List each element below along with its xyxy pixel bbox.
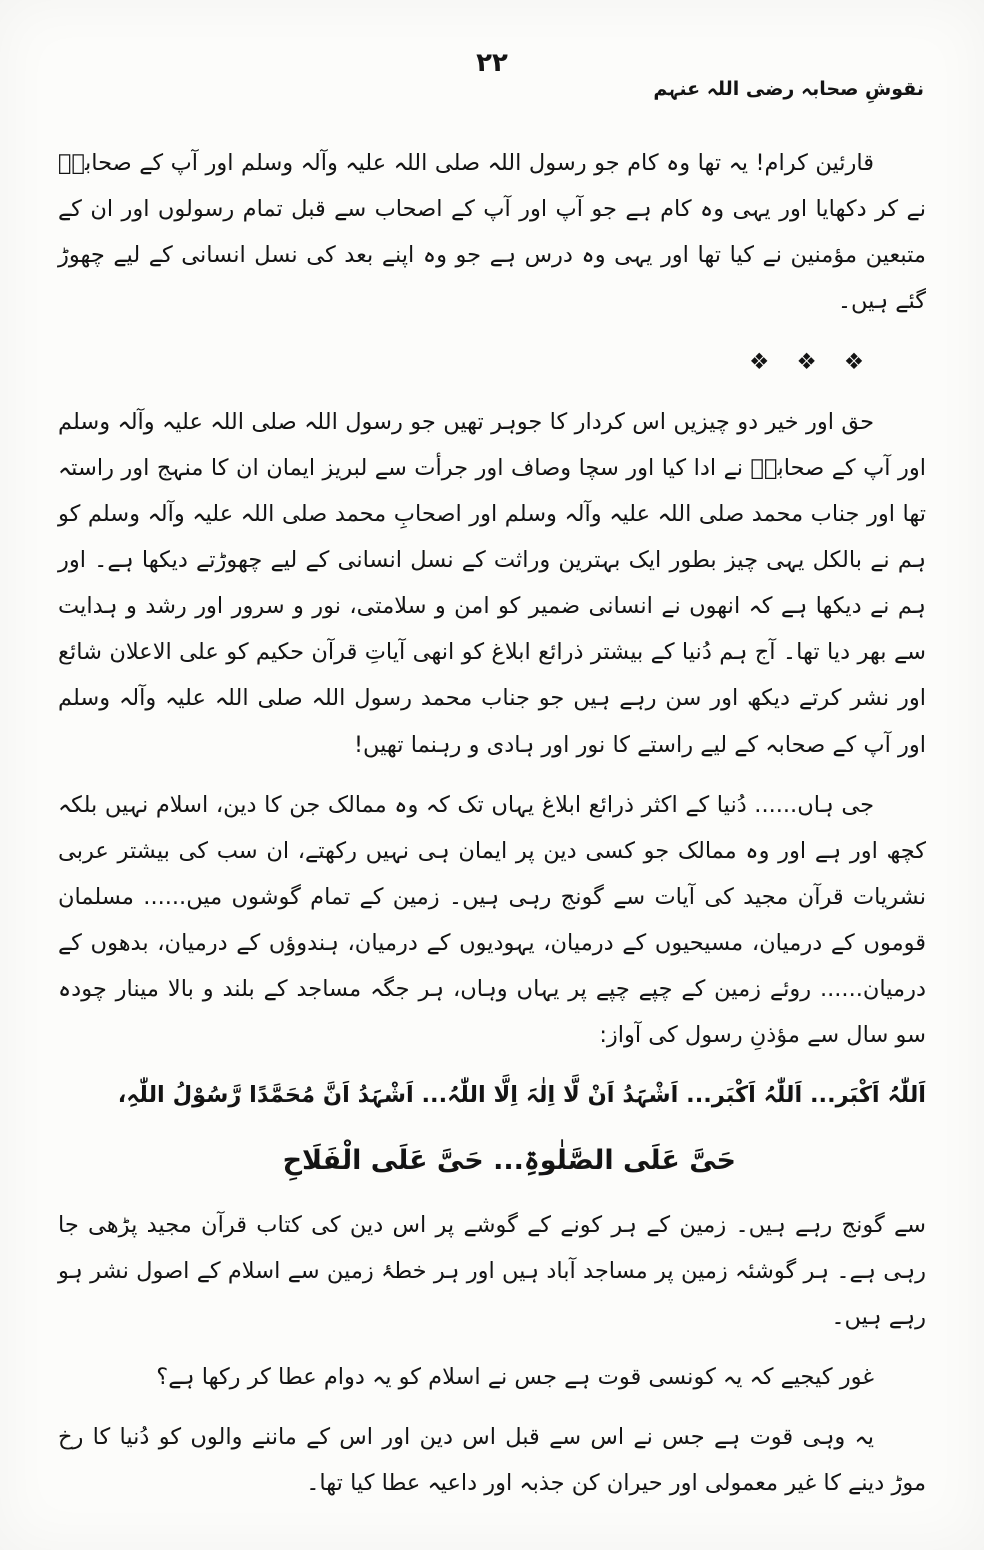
ornament-separator: ❖ ❖ ❖ bbox=[749, 348, 874, 375]
paragraph-5: غور کیجیے کہ یہ کونسی قوت ہے جس نے اسلام کو یہ دوام عطا کر رکھا ہے؟ bbox=[156, 1364, 874, 1391]
paragraph-3: جی ہاں...... دُنیا کے اکثر ذرائع ابلاغ یہاں تک کہ وہ ممالک جن کا دین، اسلام نہیں بلکہ کچھ اور ہے اور وہ ممالک جو کسی دین پر ایمان ہی نہیں رکھتے، ان سب کی بیشتر عربی نشریات قرآن مجید کی آیات سے گونج رہی ہیں۔ زمین کے تمام گوشوں میں...... مسلمان قوموں کے درمیان، مسیحیوں کے درمیان، یہودیوں کے درمیان، ہندوؤں کے درمیان، بدھوں کے درمیان...... روئے زمین کے چپے چپے پر یہاں وہاں، ہر جگہ مساجد کے بلند و بالا مینار چودہ سو سال سے مؤذنِ رسول کی آواز: bbox=[58, 791, 926, 1049]
page-body bbox=[58, 140, 926, 1521]
paragraph-6: یہ وہی قوت ہے جس نے اس سے قبل اس دین اور اس کے ماننے والوں کو دُنیا کا رخ موڑ دینے کا غیر معمولی اور حیران کن جذبہ اور داعیہ عطا کیا تھا۔ bbox=[58, 1424, 926, 1497]
paragraph-1: قارئین کرام! یہ تھا وہ کام جو رسول اللہ صلی اللہ علیہ وآلہ وسلم اور آپ کے صحابہؓ نے کر دکھایا اور یہی وہ کام ہے جو آپ اور آپ کے اصحاب سے قبل تمام رسولوں اور ان کے متبعین مؤمنین نے کیا تھا اور یہی وہ درس ہے جو وہ اپنے بعد کی نسل انسانی کے لیے چھوڑ گئے ہیں۔ bbox=[58, 150, 926, 315]
page-number: ۲۲ bbox=[476, 48, 508, 78]
paragraph-2: حق اور خیر دو چیزیں اس کردار کا جوہر تھیں جو رسول اللہ صلی اللہ علیہ وآلہ وسلم اور آپ کے صحابہؓ نے ادا کیا اور سچا وصاف اور جرأت سے لبریز ایمان ان کا منہج اور راستہ تھا اور جناب محمد صلی اللہ علیہ وآلہ وسلم اور اصحابِ محمد صلی اللہ علیہ وآلہ وسلم کو ہم نے بالکل یہی چیز بطور ایک بہترین وراثت کے نسل انسانی کے لیے چھوڑتے دیکھا ہے۔ اور ہم نے دیکھا ہے کہ انھوں نے انسانی ضمیر کو امن و سلامتی، نور و سرور اور رشد و ہدایت سے بھر دیا تھا۔ آج ہم دُنیا کے بیشتر ذرائع ابلاغ کو انھی آیاتِ قرآن حکیم کو علی الاعلان شائع اور نشر کرتے دیکھ اور سن رہے ہیں جو جناب محمد رسول اللہ صلی اللہ علیہ وآلہ وسلم اور آپ کے صحابہ کے لیے راستے کا نور اور ہادی و رہنما تھیں! bbox=[58, 408, 926, 758]
running-header-title: نقوشِ صحابہ رضی اللہ عنہم bbox=[653, 78, 924, 100]
adhan-arabic-line-2: حَیَّ عَلَی الصَّلٰوۃِ... حَیَّ عَلَی الْفَلَاحِ bbox=[282, 1144, 736, 1176]
adhan-arabic-line-1: اَللّٰہُ اَکْبَر... اَللّٰہُ اَکْبَر... اَشْہَدُ اَنْ لَّا اِلٰہَ اِلَّا اللّٰہُ... اَشْہَدُ اَنَّ مُحَمَّدًا رَّسُوْلُ اللّٰہِ، bbox=[117, 1082, 926, 1109]
paragraph-4: سے گونج رہے ہیں۔ زمین کے ہر کونے کے گوشے پر اس دین کی کتاب قرآن مجید پڑھی جا رہی ہے۔ ہر گوشئہ زمین پر مساجد آباد ہیں اور ہر خطۂ زمین سے اسلام کے اصول نشر ہو رہے ہیں۔ bbox=[58, 1211, 926, 1331]
